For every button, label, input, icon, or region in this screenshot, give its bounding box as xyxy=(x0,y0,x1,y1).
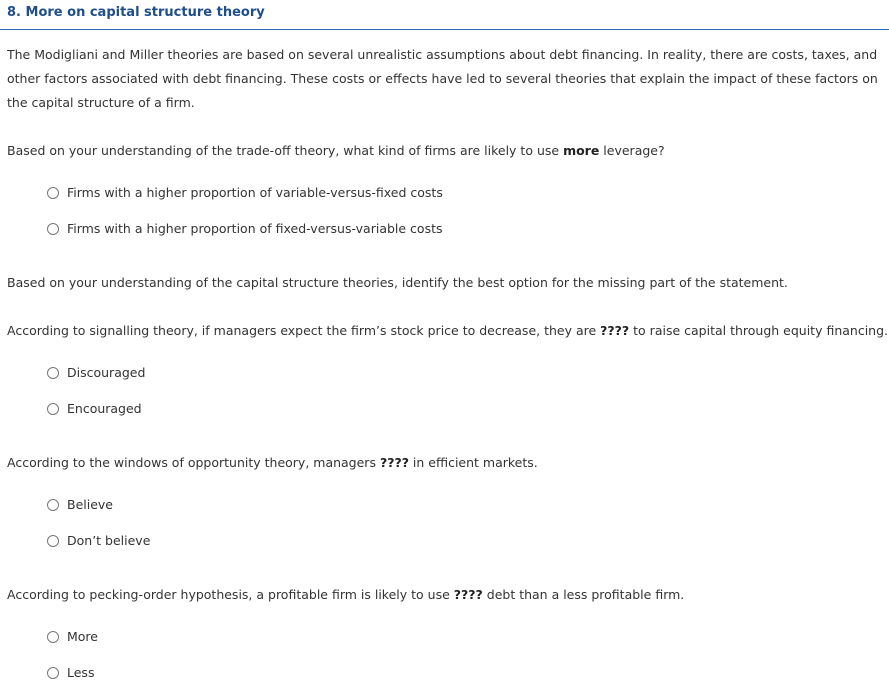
question-title: 8. More on capital structure theory xyxy=(7,5,265,20)
option-label: More xyxy=(67,629,98,644)
intro-paragraph: The Modigliani and Miller theories are based on several unrealistic assumptions about debt financing. In reality, there are costs, taxes, and other factors associated with debt financing. These costs or effects have led to several theories that explain the impact of these factors on the capital structure of a firm. xyxy=(7,47,878,110)
q4-prompt-prefix: According to pecking-order hypothesis, a profitable firm is likely to use xyxy=(7,587,454,602)
radio-button[interactable] xyxy=(47,667,59,679)
option-label: Don’t believe xyxy=(67,533,151,548)
q4-option-more[interactable] xyxy=(47,629,98,644)
q3-option-dont-believe[interactable] xyxy=(47,533,150,548)
option-label: Believe xyxy=(67,497,113,512)
option-label: Firms with a higher proportion of variable-versus-fixed costs xyxy=(67,185,443,200)
q3-option-believe[interactable] xyxy=(47,497,113,512)
radio-button[interactable] xyxy=(47,223,59,235)
q2-prompt xyxy=(7,323,888,338)
option-label: Discouraged xyxy=(67,365,146,380)
radio-button[interactable] xyxy=(47,187,59,199)
title-divider xyxy=(0,29,889,30)
radio-button[interactable] xyxy=(47,499,59,511)
option-label: Less xyxy=(67,665,95,680)
q4-prompt-suffix: debt than a less profitable firm. xyxy=(482,587,685,602)
q2-prompt-prefix: According to signalling theory, if managers expect the firm’s stock price to decrease, they are xyxy=(7,323,601,338)
q2-prompt-blank: ???? xyxy=(600,323,630,338)
radio-button[interactable] xyxy=(47,631,59,643)
q3-prompt xyxy=(7,455,538,470)
q4-option-less[interactable] xyxy=(47,665,94,680)
q4-prompt-blank: ???? xyxy=(453,587,483,602)
radio-button[interactable] xyxy=(47,367,59,379)
q3-prompt-suffix: in efficient markets. xyxy=(408,455,538,470)
option-label: Encouraged xyxy=(67,401,142,416)
q2-option-encouraged[interactable] xyxy=(47,401,142,416)
q4-prompt xyxy=(7,587,684,602)
q2-prompt-suffix: to raise capital through equity financing. xyxy=(629,323,889,338)
q1-prompt xyxy=(7,143,665,158)
q1-prompt-suffix: leverage? xyxy=(599,143,665,158)
radio-button[interactable] xyxy=(47,403,59,415)
q1-option-fixed-vs-variable[interactable] xyxy=(47,221,443,236)
radio-button[interactable] xyxy=(47,535,59,547)
q3-prompt-prefix: According to the windows of opportunity theory, managers xyxy=(7,455,380,470)
q1-prompt-prefix: Based on your understanding of the trade-off theory, what kind of firms are likely to use xyxy=(7,143,564,158)
q1-prompt-emphasis: more xyxy=(563,143,600,158)
instruction-text: Based on your understanding of the capital structure theories, identify the best option for the missing part of the statement. xyxy=(7,275,788,290)
q2-option-discouraged[interactable] xyxy=(47,365,145,380)
option-label: Firms with a higher proportion of fixed-versus-variable costs xyxy=(67,221,443,236)
q1-option-variable-vs-fixed[interactable] xyxy=(47,185,443,200)
q3-prompt-blank: ???? xyxy=(379,455,409,470)
